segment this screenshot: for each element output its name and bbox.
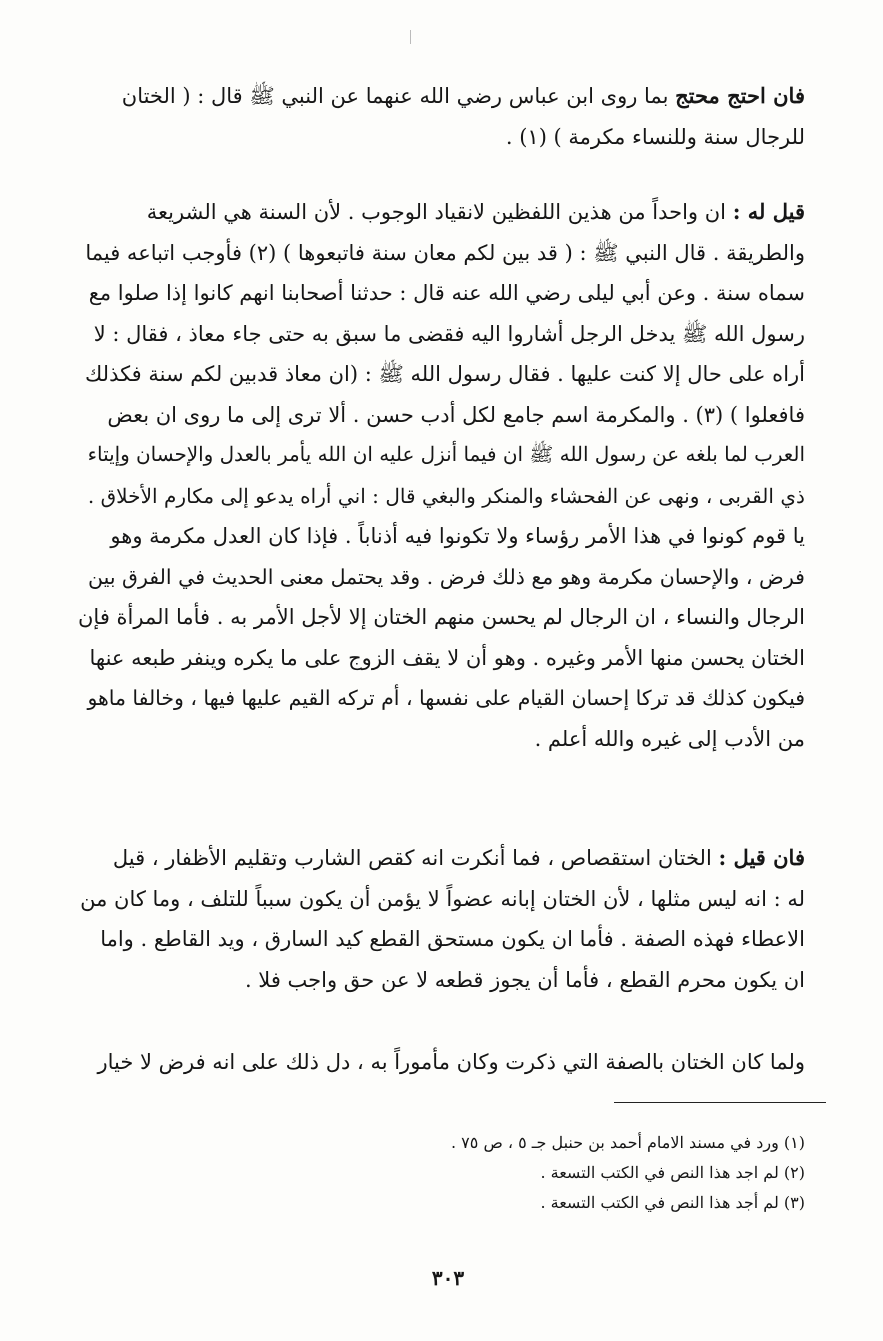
text-line: الاعطاء فهذه الصفة . فأما ان يكون مستحق القطع كيد السارق ، ويد القاطع . واما: [100, 927, 805, 951]
text-line: الرجال والنساء ، ان الرجال لم يحسن منهم الختان إلا لأجل الأمر به . فأما المرأة فإن: [78, 605, 805, 629]
text-line: سماه سنة . وعن أبي ليلى رضي الله عنه قال : حدثنا أصحابنا انهم كانوا إذا صلوا مع: [88, 281, 805, 305]
text-line: له : انه ليس مثلها ، لأن الختان إبانه عضواً لا يؤمن أن يكون سبباً للتلف ، وما كان من: [80, 886, 805, 911]
text-line: رسول الله ﷺ يدخل الرجل أشاروا اليه فقضى ما سبق به حتى جاء معاذ ، فقال : لا: [93, 321, 805, 346]
text-line: فرض ، والإحسان مكرمة وهو مع ذلك فرض . وقد يحتمل معنى الحديث في الفرق بين: [88, 564, 805, 589]
text-line: فيكون كذلك قد تركا إحسان القيام على نفسها ، أم تركه القيم عليها فيها ، وخالفا ماهو: [87, 686, 805, 710]
text-line: العرب لما بلغه عن رسول الله ﷺ ان فيما أنزل عليه ان الله يأمر بالعدل والإحسان وإيتاء: [87, 443, 805, 466]
text-line: ولما كان الختان بالصفة التي ذكرت وكان مأموراً به ، دل ذلك على انه فرض لا خيار: [97, 1050, 805, 1074]
paragraph-4: [73, 1042, 805, 1083]
text-line: ان يكون محرم القطع ، فأما أن يجوز قطعه لا عن حق واجب فلا .: [244, 967, 805, 992]
line-text: ان واحداً من هذين اللفظين لانقياد الوجوب . لأن السنة هي الشريعة: [146, 200, 726, 224]
paragraph-1: [73, 76, 805, 157]
paragraph-2: [73, 192, 805, 759]
text-line: يا قوم كونوا في هذا الأمر رؤساء ولا تكونوا فيه أذناباً . فإذا كان العدل مكرمة وهو: [110, 524, 805, 548]
text-line: ذي القربى ، ونهى عن الفحشاء والمنكر والبغي قال : اني أراه يدعو إلى مكارم الأخلاق .: [87, 483, 805, 508]
paragraph-lead: فان قيل :: [718, 845, 805, 870]
footnote: (٢) لم اجد هذا النص في الكتب التسعة .: [540, 1163, 805, 1182]
footnote: (٣) لم أجد هذا النص في الكتب التسعة .: [540, 1193, 805, 1212]
text-line: فافعلوا ) (٣) . والمكرمة اسم جامع لكل أدب حسن . ألا ترى إلى ما روى ان بعض: [107, 402, 805, 427]
line-text: بما روى ابن عباس رضي الله عنهما عن النبي ﷺ قال : ( الختان: [121, 84, 669, 108]
text-line: والطريقة . قال النبي ﷺ : ( قد بين لكم معان سنة فاتبعوها ) (٢) فأوجب اتباعه فيما: [85, 240, 805, 265]
text-line: الختان يحسن منها الأمر وغيره . وهو أن لا يقف الزوج على ما يكره وينفر طبعه عنها: [89, 645, 805, 670]
text-line: من الأدب إلى غيره والله أعلم .: [534, 726, 805, 751]
text-line: للرجال سنة وللنساء مكرمة ) (١) .: [505, 124, 805, 149]
line-text: الختان استقصاص ، فما أنكرت انه كقص الشارب وتقليم الأظفار ، قيل: [112, 846, 712, 870]
text-line: [73, 192, 805, 233]
footnote-separator: [614, 1102, 826, 1103]
text-line: [73, 76, 805, 117]
page-number: ٣٠٣: [431, 1266, 465, 1290]
scan-mark: [410, 30, 411, 44]
footnotes: [325, 1128, 805, 1218]
footnote: (١) ورد في مسند الامام أحمد بن حنبل جـ ٥ ، ص ٧٥ .: [451, 1133, 805, 1152]
paragraph-3: [73, 838, 805, 1000]
text-line: أراه على حال إلا كنت عليها . فقال رسول الله ﷺ : (ان معاذ قدبين لكم سنة فكذلك: [84, 362, 805, 386]
paragraph-lead: فان احتج محتج: [675, 83, 805, 108]
paragraph-lead: قيل له :: [732, 199, 805, 224]
text-line: [73, 838, 805, 879]
